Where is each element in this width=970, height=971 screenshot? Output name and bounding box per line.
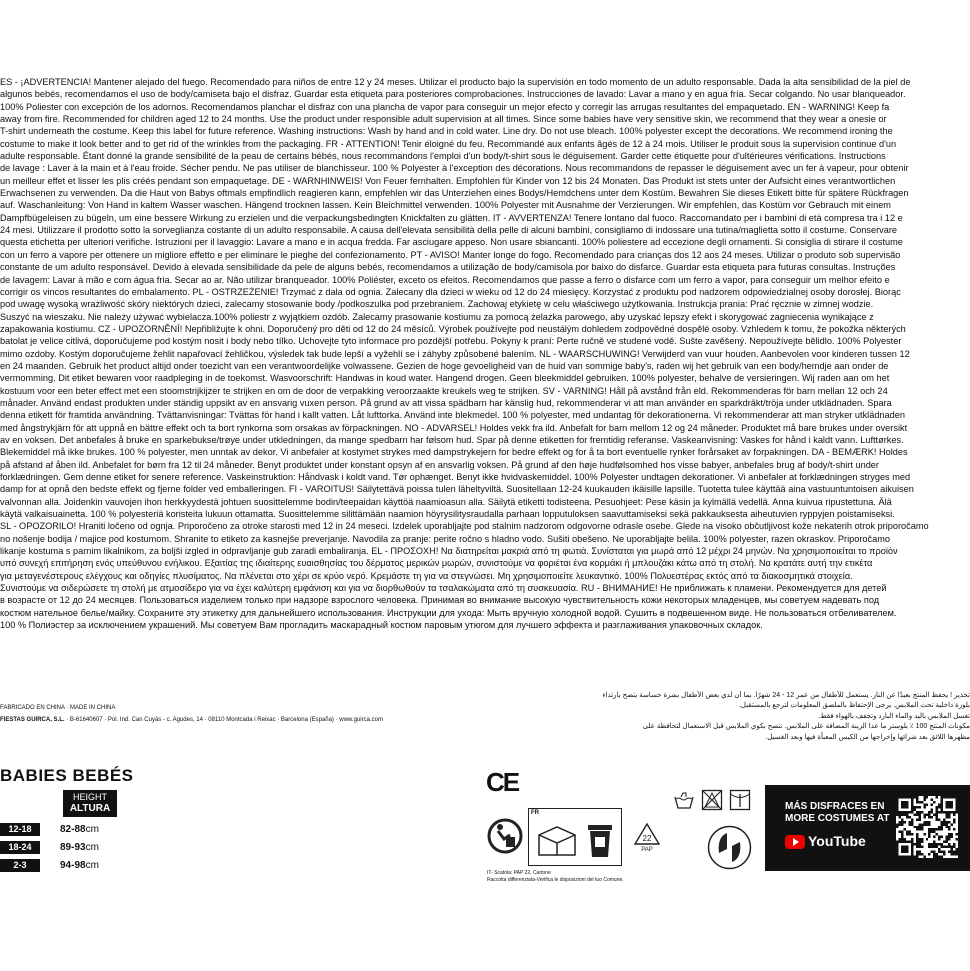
hand-wash-icon	[673, 789, 695, 811]
warning-line: på afstand af åben ild. Anbefalet for børn fra 12 til 24 måneder. Benyt produktet under konstant opsyn af en ansvarlig voksen. På grund af den høje hudfølsomhed hos visse babyer, anbefales brug af body/t-shirt under	[0, 459, 879, 470]
warning-line: 100% Poliester con excepción de los adornos. Recomendamos planchar el disfraz con una plancha de vapor para conseguir un mejor efecto y corregir las arrugas resultantes del empaquetado. EN - WARNING! Keep fa	[0, 101, 890, 112]
size-row	[0, 841, 120, 855]
arabic-warning-block	[600, 691, 970, 743]
warning-line: de lavage : Laver à la main et à l'eau froide. Sécher pendu. Ne pas utiliser de blanchisseur. 100 % Polyester à l'exception des décorations. Nous recommandons de repasser le déguisement avec un fer à vapeur, pour obtenir	[0, 163, 909, 174]
sorting-info-box	[528, 808, 622, 866]
warning-line: corrigir os vincos resultantes do embalamento. PL - OSTRZEŻENIE! Trzymać z dala od ognia. Zalecany dla dzieci w wieku od 12 do 24 miesięcy. Korzystać z produktu pod nadzorem odpowiedzialnej osoby dorosłej. Biorąc	[0, 286, 901, 297]
green-dot-icon	[707, 825, 752, 870]
warning-line: no nošenje bodija / majice pod kostumom. Shranite to etiketo za kasnejše preverjanje. Navodila za pranje: perite ročno s hladno vodo. Sušiti obešeno. Ne uporabljajte belila. 100% polyester, razen okraskov. Priporočamo	[0, 533, 890, 544]
warning-line: T-shirt underneath the costume. Keep this label for future reference. Washing instructions: Wash by hand and in cold water. Line dry. Do not use bleach. 100% polyester except the decorations. We recommend ironing the	[0, 126, 893, 137]
size-tag: 18-24	[0, 841, 40, 854]
warning-line: månader. Använd endast produkten under ständig uppsikt av en ansvarig vuxen person. På grund av att vissa spädbarn har känslig hud, rekommenderar vi att man använder en sparkdräkt/tröja under utklädnaden. Spara	[0, 397, 892, 408]
warning-line: adulte responsable. Étant donné la grande sensibilité de la peau de certains bébés, nous recommandons l'emploi d'un body/t-shirt sous le déguisement. Garder cette étiquette pour d'ultérieures vérifications. Instructions	[0, 151, 886, 162]
warning-line: mimo ozdoby. Kostým doporučujeme žehlit napařovací žehličkou, výsledek tak bude lepší a vyžehlí se i záhyby způsobené balením. NL - WAARSCHUWING! Verwijderd van vuur houden. Aanbevolen voor kinderen tussen 12	[0, 348, 910, 359]
warning-line: костюм нательное белье/майку. Сохраните эту этикетку для дальнейшего использования. Инструкции для ухода: Мыть вручную холодной водой. Сушить в подвешенном виде. Не пользоваться отбеливателем.	[0, 607, 897, 618]
warning-line: batolat je velice citlivá, doporučujeme pod kostým nosit i body nebo tílko. Uchovejte tyto informace pro pozdější potřebu. Pokyny k praní: Perte ručně ve studené vodě. Sušte zavěšený. Nepoužívejte bělidlo. 100% Polyester	[0, 336, 902, 347]
arabic-line: تحذير ! يحفظ المنتج بعيدًا عن النار. يستعمل للأطفال من عمر 12 - 24 شهرًا. بما أن لدي بعض الأطفال بشرة حساسة ينصح بارتداء	[602, 692, 970, 699]
warning-line: av en voksen. Det anbefales å bruke en sparkebukse/trøye under utkledningen, da mange spedbarn har følsom hud. Spar på denne etiketten for fremtidig referanse. Vaskeanvisning: Vaskes for hånd i kaldt vann. Lufttørkes.	[0, 434, 904, 445]
size-row	[0, 823, 120, 837]
company-address: FIESTAS GUIRCA, S.L. · B-61640607 · Pol. Ind. Can Cuyàs - c. Agudes, 14 · 08110 Montcada i Reixac · Barcelona (España) · www.guirca.com	[0, 717, 383, 723]
warning-line: Dampfbügeleisen zu bügeln, um eine bessere Wirkung zu erzielen und die verpackungsbedingten Knickfalten zu glätten. IT - AVVERTENZA! Tenere lontano dal fuoco. Raccomandato per i bambini di età compresa tra i 12 e	[0, 212, 903, 223]
no-bleach-icon	[701, 789, 723, 811]
warning-line: de lavagem: Lavar à mão e com água fria. Secar ao ar. Não utilizar branqueador. 100% Poliéster, exceto os efeitos. Recomendamos que passe a ferro o disfarce com um ferro a vapor, para conseguir um melhor efeito e	[0, 274, 890, 285]
warning-line: med ångstrykjärn för att uppnå en bättre effekt och ta bort rynkorna som orsakas av förpackningen. NO - ADVARSEL! Holdes vekk fra ild. Anbefalt for barn mellom 12 og 24 måneder. Produktet må bare brukes under oversikt	[0, 422, 908, 433]
ce-mark: CE	[486, 767, 519, 797]
arabic-line: بلوزة داخلية تحت الملابس. يرجى الإحتفاظ بالملصق المعلومات لترجع بالمستقبل.	[738, 702, 970, 710]
tidyman-recycle-icon	[486, 815, 524, 857]
warning-line: για μεταγενέστερους ελέγχους και οδηγίες πλυσίματος. Να πλένεται στο χέρι σε κρύο νερό. Κρεμάστε τη για να στεγνώσει. Μη χρησιμοποιείτε λευκαντικό. 100% Πολυεστέρας εκτός από τα διακοσμητικά στοιχεία.	[0, 570, 853, 581]
sorting-country-label: FR	[531, 810, 539, 816]
made-in-china: FABRICADO EN CHINA · MADE IN CHINA	[0, 705, 116, 711]
warning-line: zapakowania kostiumu. CZ - UPOZORNĚNÍ! Nepřibližujte k ohni. Doporučený pro děti od 12 do 24 měsíců. Výrobek používejte pod neustálým dohledem zodpovědné dospělé osoby. Vzhledem k tomu, že pokožka některých	[0, 323, 906, 334]
warning-line: Suszyć na wieszaku. Nie należy używać wybielacza.100% poliestr z wyjątkiem ozdób. Zalecamy prasowanie kostiumu za pomocą żelazka parowego, aby uzyskać lepszy efekt i skorygować zagniecenia wynikające z	[0, 311, 874, 322]
warning-line: damp for at opnå den bedste effekt og fjerne folder ved emballeringen. FI - VAROITUS! Säilytettävä poissa tulen läheltyviltä. Suositellaan 12-24 kuukauden ikäisille lapsille. Tuotetta tulee käyttää aina vastuuntuntoisen aikuisen	[0, 484, 914, 495]
warning-line: Blekemiddel må ikke brukes. 100 % polyester, men unntak av dekor. Vi anbefaler at kostymet strykes med dampstrykejern for bedre effekt og for å ta bort eventuelle rynker forårsaket av forpakningen. DA - BEMÆRK! Holdes	[0, 447, 908, 458]
warning-line: con un ferro a vapore per ottenere un migliore effetto e per eliminare le pieghe del confezionamento. PT - AVISO! Manter longe do fogo. Recomendado para crianças dos 12 aos 24 meses. Utilizar o produto sob supervisão	[0, 249, 901, 260]
warning-line: 100 % Полиэстер за исключением украшений. Мы советуем Вам прогладить маскарадный костюм паровым утюгом для лучшего эффекта и разглаживания упаковочных складок.	[0, 620, 763, 631]
manufacturer-info	[0, 702, 383, 726]
sorting-bin-icon	[583, 821, 617, 861]
size-value: 94-98cm	[60, 860, 99, 871]
warning-line: SL - OPOZORILO! Hraniti ločeno od ognja. Priporočeno za otroke starosti med 12 in 24 meseci. Izdelek uporabljajte pod stalnim nadzorom odgovorne odrasle osebe. Glede na visoko občutljivost kože nekaterih otrok priporočamo	[0, 521, 929, 532]
pap-recycle-icon	[633, 822, 661, 852]
warning-text-block	[0, 76, 968, 631]
warning-line: 24 mesi. Utilizzare il prodotto sotto la sorveglianza costante di un adulto responsabile. A causa dell'elevata sensibilità della pelle di alcuni bambini, consigliamo di indossare una tutina/maglietta sotto il costume. Conservare	[0, 225, 898, 236]
size-table-title: BABIES BEBÉS	[0, 766, 134, 785]
warning-line: en 24 maanden. Gebruik het product altijd onder toezicht van een verantwoordelijke volwassene. Gezien de hoge gevoeligheid van de huid van sommige baby's, raden wij het gebruik van een body/hemdje aan onder de	[0, 360, 889, 371]
arabic-line: مكونات المنتج 100 ٪ بلوستر ما عدا الزينة المضافة على الملابس. ننصح بكوي الملابس قبل الاستعمال لتحافظة على	[642, 723, 970, 731]
size-value: 82-88cm	[60, 824, 99, 835]
warning-line: в возрасте от 12 до 24 месяцев. Пользоваться изделием только при надзоре взрослого человека. Принимая во внимание высокую чувствительность кожи некоторых младенцев, мы советуем надевать под	[0, 595, 880, 606]
warning-line: denna etikett för framtida användning. Tvättanvisningar: Tvättas för hand i kallt vatten. Låt lufttorka. Använd inte blekmedel. 100 % polyester, med undantag för dekorationerna. Vi rekommenderar att man stryker utklädnaden	[0, 410, 905, 421]
line-dry-icon	[729, 789, 751, 811]
promo-text: MÁS DISFRACES EN MORE COSTUMES AT	[785, 801, 890, 824]
arabic-line: مظهرها اللائق بعد شرائها وإخراجها من الكيس المعبأة فيها وبعد الغسيل.	[765, 733, 970, 741]
warning-line: pod uwagę wysoką wrażliwość skóry niektórych dzieci, zalecamy stosowanie body /podkoszulka pod przebraniem. Zachowaj etykietę w celu właściwego użytkowania. Instrukcja prania: Prać ręcznie w zimnej wodzie.	[0, 299, 874, 310]
youtube-logo: YouTube	[785, 833, 866, 849]
warning-line: vermomming. Dit etiket bewaren voor raadpleging in de toekomst. Wasvoorschrift: Handwas in koud water. Hangend drogen. Geen bleekmiddel gebruiken. 100% polyester, behalve de versieringen. Wij raden aan om het	[0, 373, 890, 384]
size-tag: 12-18	[0, 823, 40, 836]
pap-label: PAP	[641, 847, 653, 852]
pap-code: 22	[642, 834, 652, 843]
warning-line: Συνιστούμε να σιδερώσετε τη στολή με ατμοσίδερο για να έχει καλύτερη εμφάνιση και για να διορθωθούν τα τσαλακώματα από τη συσκευασία. RU - ВНИМАНИЕ! Не приближать к пламени. Рекомендуется для детей	[0, 583, 887, 594]
warning-line: away from fire. Recommended for children aged 12 to 24 months. Use the product under responsible adult supervision at all times. Since some babies have very sensitive skin, we recommend that they wear a onesie or	[0, 114, 887, 125]
size-value: 89-93cm	[60, 842, 99, 853]
warning-line: valvonnan alla. Joidenkin vauvojen ihon herkkyydestä johtuen suosittelemme bodin/teepaidan käyttöä naamioasun alla. Säilytä etiketti todisteena. Pesuohjeet: Pese käsin ja kylmällä vedellä. Anna kuivua ripustettuna. Älä	[0, 496, 892, 507]
warning-line: costume to make it look better and to get rid of the wrinkles from the packaging. FR - ATTENTION! Tenir éloigné du feu. Recommandé aux enfants âgés de 12 à 24 mois. Utiliser le produit sous la supervision continue d'un	[0, 138, 897, 149]
qr-code-icon	[896, 796, 958, 858]
warning-line: kostuum voor een beter effect met een stoomstrijkijzer te strijken en om de door de verpakking veroorzaakte kreukels weg te strijken. SV - VARNING! Håll på avstånd från eld. Rekommenderas för barn mellan 12 och 24	[0, 385, 888, 396]
warning-line: likanje kostuma s parnim likalnikom, za boljši izgled in odpravljanje gub zaradi embaliranja. EL - ΠΡΟΣΟΧΗ! Να διατηρείται μακριά από τη φωτιά. Συνίσταται για μωρά από 12 μέχρι 24 μηνών. Να χρησιμοποιείται το προϊόν	[0, 546, 898, 557]
size-row	[0, 859, 120, 873]
warning-line: ES - ¡ADVERTENCIA! Mantener alejado del fuego. Recomendado para niños de entre 12 y 24 meses. Utilizar el producto bajo la supervisión en todo momento de un adulto responsable. Dada la alta sensibilidad de la piel de	[0, 77, 911, 87]
warning-line: käytä valkaisuainetta. 100 % polyesteriä koristeita lukuun ottamatta. Suosittelemme silittämään naamion höyrysilitysraudalla parhaan lopputuloksen saavuttamiseksi sekä pakkauksesta aiheutuvien ryppyjen poistamiseksi.	[0, 509, 895, 520]
warning-line: algunos bebés, recomendamos el uso de body/camiseta bajo el disfraz. Guardar esta etiqueta para posteriores comprobaciones. Instrucciones de lavado: Lavar a mano y en agua fría. Secar colgando. No usar blanqueador.	[0, 89, 906, 100]
box-icon	[535, 821, 579, 861]
youtube-play-icon	[785, 835, 805, 849]
warning-line: questa etichetta per ulteriori verifiche. Istruzioni per il lavaggio: Lavare a mano e in acqua fredda. Far asciugare appeso. Non usare sbiancanti. 100% poliestere ad eccezione degli ornamenti. Si consiglia di stirare il costume	[0, 237, 903, 248]
height-header: HEIGHT ALTURA	[63, 790, 117, 817]
warning-line: constante de um adulto responsável. Devido à elevada sensibilidade da pele de alguns bebés, recomendamos a utilização de body/camisola por baixo do disfarce. Guardar esta etiqueta para futuras consultas. Instruções	[0, 262, 896, 273]
company-name: FIESTAS GUIRCA, S.L.	[0, 717, 65, 723]
size-tag: 2-3	[0, 859, 40, 872]
warning-line: forklædningen. Gem denne etiket for senere reference. Vaskeinstruktion: Håndvask i koldt vand. Tør ophænget. Benyt ikke hvidvaskemiddel. 100% Polyester undtagen dekorationer. Vi anbefaler at forklædningen stryges med	[0, 472, 911, 482]
warning-line: Erwachsenen zu verwenden. Da die Haut von Babys oftmals empfindlich reagieren kann, empfehlen wir das Unterziehen eines Bodys/Hemdchens unter dem Kostüm. Bewahren Sie dieses Etikett bitte für spätere Rückfragen	[0, 188, 909, 199]
warning-line: un meilleur effet et lisser les plis créés pendant son empaquetage. DE - WARNHINWEIS! Von Feuer fernhalten. Empfohlen für Kinder von 12 bis 24 Monaten. Das Produkt ist stets unter der Aufsicht eines verantwortlichen	[0, 175, 896, 186]
recycling-note: IT- Scatola: PAP 22, Cartone Raccolta differenziata-Verifica le disposizioni del tuo Comune.	[487, 870, 624, 883]
warning-line: auf. Waschanleitung: Von Hand in kaltem Wasser waschen. Hängend trocknen lassen. Kein Bleichmittel verwenden. 100% Polyester mit Ausnahme der Verzierungen. Wir empfehlen, das Kostüm vor Gebrauch mit einem	[0, 200, 891, 211]
warning-line: υπό συνεχή επιτήρηση ενός υπεύθυνου ενήλικου. Εξαιτίας της ιδιαίτερης ευαισθησίας του δέρματος μερικών μωρών, συνιστούμε να φοριέται ένα κορμάκι ή μπλουζάκι κάτω από τη στολή. Να κρατάτε αυτή την ετικέτα	[0, 558, 873, 569]
arabic-line: تغسل الملابس باليد والماء البارد وتجفف بالهواء فقط.	[818, 712, 970, 720]
